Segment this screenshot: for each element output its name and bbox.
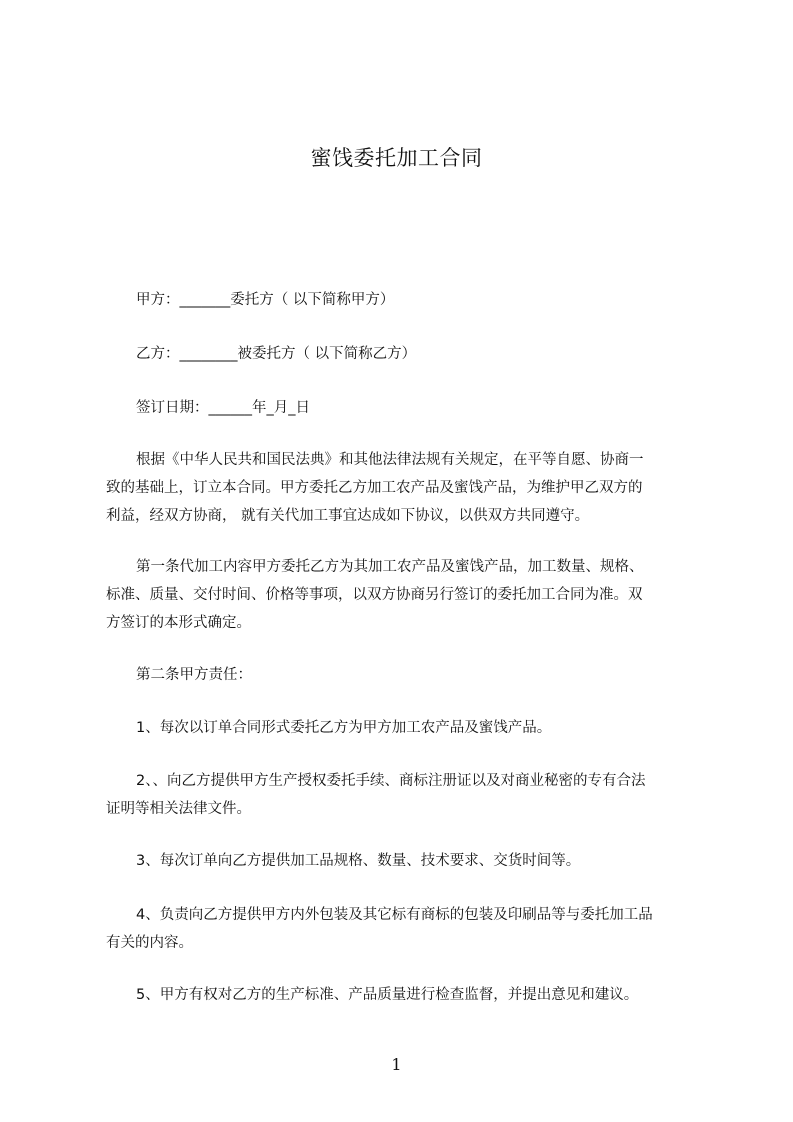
item-4-line: 有关的内容。 xyxy=(106,935,193,951)
preamble-line: 致的基础上，订立本合同。甲方委托乙方加工农产品及蜜饯产品，为维护甲乙双方的 xyxy=(106,480,643,496)
article2-heading: 第二条甲方责任： xyxy=(136,667,252,683)
item-4-line: 4、负责向乙方提供甲方内外包装及其它标有商标的包装及印刷品等与委托加工品 xyxy=(136,907,653,923)
article1-line: 方签订的本形式确定。 xyxy=(106,615,251,631)
item-2-line: 2、、向乙方提供甲方生产授权委托手续、商标注册证以及对商业秘密的专有合法 xyxy=(136,773,646,789)
article1-line: 第一条代加工内容甲方委托乙方为其加工农产品及蜜饯产品，加工数量、规格、 xyxy=(136,559,644,575)
item-1: 1、每次以订单合同形式委托乙方为甲方加工农产品及蜜饯产品。 xyxy=(136,720,552,736)
article1-line: 标准、质量、交付时间、价格等事项，以双方协商另行签订的委托加工合同为准。双 xyxy=(106,587,643,603)
item-2-line: 证明等相关法律文件。 xyxy=(106,801,251,817)
party-b-line: 乙方：________被委托方（ 以下简称乙方） xyxy=(136,346,417,362)
preamble-line: 利益，经双方协商， 就有关代加工事宜达成如下协议，以供双方共同遵守。 xyxy=(106,508,590,524)
sign-date-line: 签订日期：______年_月_日 xyxy=(136,400,310,416)
item-5: 5、甲方有权对乙方的生产标准、产品质量进行检查监督，并提出意见和建议。 xyxy=(136,987,639,1003)
preamble-line: 根据《中华人民共和国民法典》和其他法律法规有关规定，在平等自愿、协商一 xyxy=(136,452,644,468)
party-a-line: 甲方：_______委托方（ 以下简称甲方） xyxy=(136,292,395,308)
document-title: 蜜饯委托加工合同 xyxy=(310,146,483,170)
item-3: 3、每次订单向乙方提供加工品规格、数量、技术要求、交货时间等。 xyxy=(136,853,581,869)
page-number: 1 xyxy=(391,1055,402,1074)
